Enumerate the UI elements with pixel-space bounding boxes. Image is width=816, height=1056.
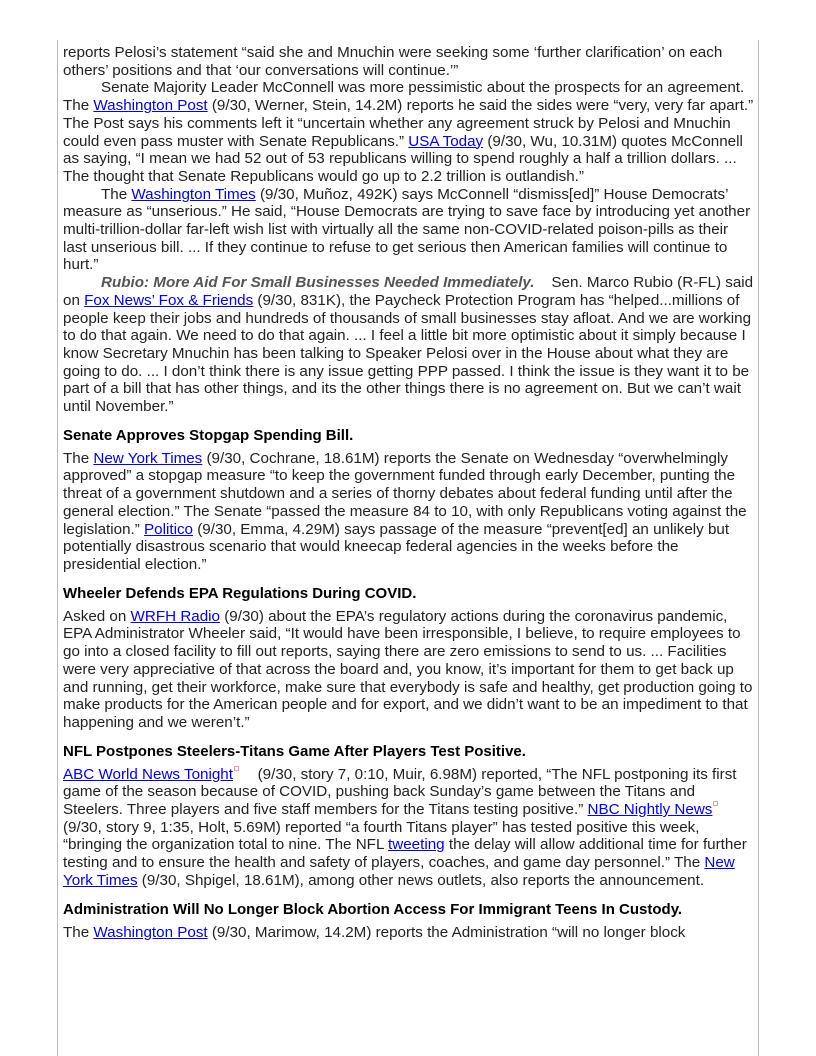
text-run: Asked on: [63, 607, 131, 625]
paragraph: [63, 450, 755, 574]
text-run: (9/30, Wu, 10.31M) quotes McConnell as saying, “I mean we had 52 out of 53 republicans willing to spend roughly a half a trillion dollars. ... The thought that Senate Republicans would go up to 2.2 trillion is outlandish.”: [63, 132, 748, 185]
source-link[interactable]: Washington Times: [131, 185, 256, 203]
paragraph: [63, 44, 755, 79]
source-link[interactable]: ABC World News Tonight: [63, 765, 233, 783]
text-run: The: [63, 449, 94, 467]
source-link[interactable]: Fox News’ Fox & Friends: [84, 291, 254, 309]
video-marker-icon[interactable]: [713, 801, 718, 806]
text-run: (9/30, Cochrane, 18.61M) reports the Senate on Wednesday “overwhelmingly approved” a stopgap measure “to keep the government funded through early December, punting the threat of a government shutdown and a series of thorny debates about federal funding until after the general election.” The Senate “passed the measure 84 to 10, with only Republicans voting against the legislation.”: [63, 449, 751, 538]
document-page: [57, 40, 759, 1056]
text-run: reports Pelosi’s statement “said she and Mnuchin were seeking some ‘further clarification’ on each others’ positions and that ‘our conversations will continue.’”: [63, 44, 727, 79]
section-heading: Administration Will No Longer Block Abortion Access For Immigrant Teens In Custody.: [63, 900, 683, 918]
section-heading: Wheeler Defends EPA Regulations During COVID.: [63, 584, 417, 602]
text-run: (9/30, story 7, 0:10, Muir, 6.98M) reported, “The NFL postponing its first game of the season because of COVID, pushing back Sunday’s game between the Titans and Steelers. Three players and five staff members for the Titans testing positive.”: [63, 765, 741, 819]
section-heading: Senate Approves Stopgap Spending Bill.: [63, 426, 354, 444]
paragraph: [63, 924, 755, 942]
source-link[interactable]: Washington Post: [93, 97, 208, 115]
text-run: The: [63, 923, 94, 941]
paragraph: [63, 186, 755, 275]
subsection-lead: Rubio: More Aid For Small Businesses Needed Immediately.: [101, 274, 535, 292]
text-run: (9/30, Muñoz, 492K) says McConnell “dismiss[ed]” House Democrats’ measure as “unserious.” He said, “House Democrats are trying to save face by introducing yet another multi-trillion-dollar far-left wish list with virtually all the same non-COVID-related poison-pills as their last unserious bill. ... If they continue to refuse to get serious then American families will continue to hurt.”: [63, 185, 755, 274]
source-link[interactable]: WRFH Radio: [130, 607, 220, 625]
source-link[interactable]: New York Times: [63, 854, 735, 889]
source-link[interactable]: Washington Post: [93, 923, 208, 941]
text-run: (9/30, Marimow, 14.2M) reports the Administration “will no longer block: [207, 923, 686, 941]
source-link[interactable]: tweeting: [388, 836, 445, 854]
source-link[interactable]: NBC Nightly News: [587, 801, 713, 819]
paragraph: [63, 766, 755, 890]
paragraph: [63, 79, 758, 185]
text-run: (9/30, Werner, Stein, 14.2M) reports he said the sides were “very, very far apart.” The Post says his comments left it “uncertain whether any agreement struck by Pelosi and Mnuchin could even pass muster with Senate Republicans.”: [63, 97, 758, 150]
text-run: Senate Majority Leader McConnell was more pessimistic about the prospects for an agreement. The: [63, 79, 749, 115]
video-marker-icon[interactable]: [234, 766, 239, 771]
source-link[interactable]: USA Today: [408, 132, 484, 150]
paragraph: [63, 274, 758, 416]
text-run: (9/30, story 9, 1:35, Holt, 5.69M) reported “a fourth Titans player” has tested positive this week, “bringing the organization total to nine. The NFL: [63, 801, 738, 854]
document-body: [63, 44, 758, 941]
text-run: (9/30, Emma, 4.29M) says passage of the measure “prevent[ed] an unlikely but potentially disastrous scenario that would kneecap federal agencies in the weeks before the presidential election.”: [63, 520, 734, 573]
source-link[interactable]: Politico: [144, 520, 194, 538]
paragraph: [63, 608, 755, 732]
text-run: The: [101, 185, 132, 203]
text-run: (9/30, 831K), the Paycheck Protection Program has “helped...millions of people keep their jobs and hundreds of thousands of small businesses stay afloat. And we are working to do that again. We need to do that again. ... I feel a little bit more optimistic about it simply because I know Secretary Mnuchin has been talking to Speaker Pelosi over in the House about what they are going to do. ... I don’t think there is any issue getting PPP passed. I think the issue is they want it to be part of a bill that has other things, and its the other things there is no agreement on. But we can’t wait until November.”: [63, 291, 756, 416]
section-heading: NFL Postpones Steelers-Titans Game After Players Test Positive.: [63, 742, 526, 760]
text-run: the delay will allow additional time for further testing and to ensure the health and safety of players, coaches, and game day personnel.” The: [63, 836, 752, 872]
source-link[interactable]: New York Times: [93, 449, 203, 467]
text-run: (9/30) about the EPA’s regulatory actions during the coronavirus pandemic, EPA Administrator Wheeler said, “It would have been irresponsible, I believe, to require employees to go into a closed facility to fill out reports, saying there are zero emissions to send to us. ... Facilities were very appreciative of that across the board and, you know, it’s important for them to get back up and running, get their workforce, make sure that everybody is safe and healthy, get production going to make products for the American people and for export, and we didn’t want to be an impediment to that happening and we weren’t.”: [63, 607, 757, 731]
text-run: (9/30, Shpigel, 18.61M), among other news outlets, also reports the announcement.: [137, 871, 705, 889]
text-run: Sen. Marco Rubio (R-FL) said on: [63, 274, 758, 309]
